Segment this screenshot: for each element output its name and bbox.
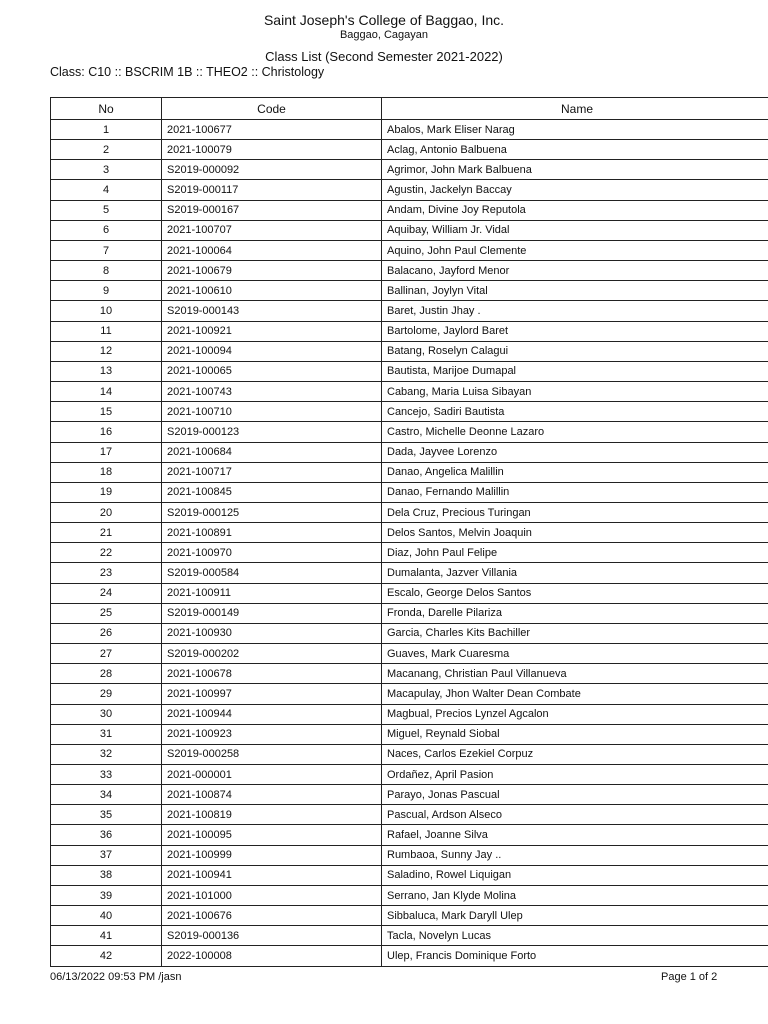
cell-no: 23 — [51, 563, 162, 583]
cell-code: S2019-000202 — [162, 644, 382, 664]
cell-code: S2019-000136 — [162, 926, 382, 946]
cell-no: 2 — [51, 140, 162, 160]
cell-code: 2021-100997 — [162, 684, 382, 704]
cell-code: 2021-100094 — [162, 341, 382, 361]
table-row — [51, 744, 768, 764]
cell-name: Bartolome, Jaylord Baret — [382, 321, 768, 341]
cell-name: Rumbaoa, Sunny Jay .. — [382, 845, 768, 865]
cell-code: 2021-100095 — [162, 825, 382, 845]
cell-no: 36 — [51, 825, 162, 845]
table-row — [51, 120, 768, 140]
table-row — [51, 402, 768, 422]
cell-no: 24 — [51, 583, 162, 603]
cell-code: S2019-000117 — [162, 180, 382, 200]
column-header-name: Name — [382, 98, 768, 120]
school-location: Baggao, Cagayan — [339, 29, 429, 41]
table-row — [51, 865, 768, 885]
table-row — [51, 321, 768, 341]
cell-name: Bautista, Marijoe Dumapal — [382, 361, 768, 381]
cell-code: S2019-000092 — [162, 160, 382, 180]
class-list-table — [50, 97, 768, 967]
table-row — [51, 845, 768, 865]
column-header-no: No — [51, 98, 162, 120]
cell-no: 33 — [51, 765, 162, 785]
cell-code: 2021-100610 — [162, 281, 382, 301]
cell-code: 2021-100064 — [162, 240, 382, 260]
cell-name: Cancejo, Sadiri Bautista — [382, 402, 768, 422]
table-row — [51, 361, 768, 381]
cell-name: Aquino, John Paul Clemente — [382, 240, 768, 260]
cell-code: 2021-100930 — [162, 623, 382, 643]
cell-name: Diaz, John Paul Felipe — [382, 543, 768, 563]
table-row — [51, 281, 768, 301]
table-row — [51, 583, 768, 603]
cell-no: 28 — [51, 664, 162, 684]
cell-code: 2021-100970 — [162, 543, 382, 563]
cell-code: 2021-100845 — [162, 482, 382, 502]
cell-name: Saladino, Rowel Liquigan — [382, 865, 768, 885]
table-row — [51, 301, 768, 321]
cell-code: S2019-000258 — [162, 744, 382, 764]
cell-code: 2021-100065 — [162, 361, 382, 381]
cell-name: Andam, Divine Joy Reputola — [382, 200, 768, 220]
table-row — [51, 664, 768, 684]
cell-code: 2021-100941 — [162, 865, 382, 885]
cell-no: 42 — [51, 946, 162, 966]
cell-code: S2019-000584 — [162, 563, 382, 583]
cell-no: 21 — [51, 523, 162, 543]
cell-name: Dumalanta, Jazver Villania — [382, 563, 768, 583]
cell-no: 38 — [51, 865, 162, 885]
cell-code: 2021-000001 — [162, 765, 382, 785]
cell-code: 2021-100944 — [162, 704, 382, 724]
cell-name: Macapulay, Jhon Walter Dean Combate — [382, 684, 768, 704]
page-indicator: Page 1 of 2 — [661, 971, 718, 983]
table-row — [51, 805, 768, 825]
column-header-code: Code — [162, 98, 382, 120]
cell-no: 17 — [51, 442, 162, 462]
cell-no: 6 — [51, 220, 162, 240]
table-row — [51, 765, 768, 785]
cell-name: Sibbaluca, Mark Daryll Ulep — [382, 906, 768, 926]
cell-name: Macanang, Christian Paul Villanueva — [382, 664, 768, 684]
cell-no: 11 — [51, 321, 162, 341]
table-row — [51, 382, 768, 402]
table-row — [51, 825, 768, 845]
cell-code: S2019-000149 — [162, 603, 382, 623]
cell-no: 29 — [51, 684, 162, 704]
cell-no: 8 — [51, 261, 162, 281]
cell-no: 1 — [51, 120, 162, 140]
cell-code: 2021-100923 — [162, 724, 382, 744]
table-row — [51, 926, 768, 946]
cell-no: 18 — [51, 462, 162, 482]
table-row — [51, 885, 768, 905]
table-row — [51, 644, 768, 664]
table-row — [51, 220, 768, 240]
cell-name: Cabang, Maria Luisa Sibayan — [382, 382, 768, 402]
cell-no: 15 — [51, 402, 162, 422]
cell-code: 2021-100710 — [162, 402, 382, 422]
cell-code: 2021-100707 — [162, 220, 382, 240]
cell-name: Aquibay, William Jr. Vidal — [382, 220, 768, 240]
cell-code: 2021-100676 — [162, 906, 382, 926]
cell-no: 31 — [51, 724, 162, 744]
cell-no: 34 — [51, 785, 162, 805]
table-row — [51, 906, 768, 926]
cell-name: Ballinan, Joylyn Vital — [382, 281, 768, 301]
cell-code: 2021-100911 — [162, 583, 382, 603]
cell-code: S2019-000125 — [162, 502, 382, 522]
cell-no: 7 — [51, 240, 162, 260]
cell-no: 3 — [51, 160, 162, 180]
table-row — [51, 684, 768, 704]
cell-no: 4 — [51, 180, 162, 200]
cell-no: 12 — [51, 341, 162, 361]
cell-no: 9 — [51, 281, 162, 301]
cell-name: Guaves, Mark Cuaresma — [382, 644, 768, 664]
cell-name: Ordañez, April Pasion — [382, 765, 768, 785]
table-row — [51, 704, 768, 724]
cell-no: 19 — [51, 482, 162, 502]
cell-name: Danao, Angelica Malillin — [382, 462, 768, 482]
cell-name: Serrano, Jan Klyde Molina — [382, 885, 768, 905]
cell-name: Tacla, Novelyn Lucas — [382, 926, 768, 946]
cell-no: 27 — [51, 644, 162, 664]
cell-name: Magbual, Precios Lynzel Agcalon — [382, 704, 768, 724]
cell-name: Abalos, Mark Eliser Narag — [382, 120, 768, 140]
table-row — [51, 724, 768, 744]
cell-name: Fronda, Darelle Pilariza — [382, 603, 768, 623]
cell-name: Garcia, Charles Kits Bachiller — [382, 623, 768, 643]
table-row — [51, 442, 768, 462]
cell-code: 2021-100677 — [162, 120, 382, 140]
cell-no: 39 — [51, 885, 162, 905]
cell-code: 2021-100874 — [162, 785, 382, 805]
cell-code: 2021-100999 — [162, 845, 382, 865]
cell-name: Aclag, Antonio Balbuena — [382, 140, 768, 160]
table-row — [51, 502, 768, 522]
cell-no: 40 — [51, 906, 162, 926]
cell-code: S2019-000123 — [162, 422, 382, 442]
table-header — [51, 98, 768, 120]
cell-no: 10 — [51, 301, 162, 321]
cell-code: 2022-100008 — [162, 946, 382, 966]
table-row — [51, 180, 768, 200]
cell-name: Batang, Roselyn Calagui — [382, 341, 768, 361]
table-row — [51, 341, 768, 361]
cell-name: Naces, Carlos Ezekiel Corpuz — [382, 744, 768, 764]
cell-code: 2021-101000 — [162, 885, 382, 905]
cell-code: S2019-000167 — [162, 200, 382, 220]
cell-name: Delos Santos, Melvin Joaquin — [382, 523, 768, 543]
cell-name: Miguel, Reynald Siobal — [382, 724, 768, 744]
cell-name: Rafael, Joanne Silva — [382, 825, 768, 845]
class-info: Class: C10 :: BSCRIM 1B :: THEO2 :: Christology — [50, 65, 325, 79]
cell-no: 25 — [51, 603, 162, 623]
cell-name: Escalo, George Delos Santos — [382, 583, 768, 603]
cell-code: 2021-100743 — [162, 382, 382, 402]
cell-no: 14 — [51, 382, 162, 402]
table-row — [51, 785, 768, 805]
cell-no: 30 — [51, 704, 162, 724]
cell-code: S2019-000143 — [162, 301, 382, 321]
table-row — [51, 140, 768, 160]
table-row — [51, 240, 768, 260]
table-row — [51, 603, 768, 623]
table-row — [51, 946, 768, 966]
cell-name: Agustin, Jackelyn Baccay — [382, 180, 768, 200]
school-name: Saint Joseph's College of Baggao, Inc. — [263, 12, 505, 28]
table-row — [51, 160, 768, 180]
header-row — [51, 98, 768, 120]
table-body — [51, 120, 768, 967]
table-row — [51, 200, 768, 220]
table-row — [51, 482, 768, 502]
cell-no: 5 — [51, 200, 162, 220]
cell-code: 2021-100921 — [162, 321, 382, 341]
class-list-title: Class List (Second Semester 2021-2022) — [265, 49, 503, 64]
table-row — [51, 543, 768, 563]
cell-code: 2021-100819 — [162, 805, 382, 825]
cell-code: 2021-100679 — [162, 261, 382, 281]
cell-name: Dada, Jayvee Lorenzo — [382, 442, 768, 462]
cell-name: Dela Cruz, Precious Turingan — [382, 502, 768, 522]
table-row — [51, 623, 768, 643]
cell-name: Pascual, Ardson Alseco — [382, 805, 768, 825]
cell-no: 16 — [51, 422, 162, 442]
table-row — [51, 261, 768, 281]
cell-name: Balacano, Jayford Menor — [382, 261, 768, 281]
table-row — [51, 523, 768, 543]
cell-name: Ulep, Francis Dominique Forto — [382, 946, 768, 966]
cell-no: 13 — [51, 361, 162, 381]
cell-name: Danao, Fernando Malillin — [382, 482, 768, 502]
cell-code: 2021-100079 — [162, 140, 382, 160]
table-row — [51, 422, 768, 442]
cell-name: Agrimor, John Mark Balbuena — [382, 160, 768, 180]
cell-no: 37 — [51, 845, 162, 865]
cell-code: 2021-100684 — [162, 442, 382, 462]
print-timestamp: 06/13/2022 09:53 PM /jasn — [50, 971, 182, 983]
cell-no: 20 — [51, 502, 162, 522]
cell-name: Parayo, Jonas Pascual — [382, 785, 768, 805]
cell-name: Castro, Michelle Deonne Lazaro — [382, 422, 768, 442]
cell-no: 22 — [51, 543, 162, 563]
cell-no: 41 — [51, 926, 162, 946]
table-row — [51, 563, 768, 583]
cell-code: 2021-100678 — [162, 664, 382, 684]
cell-code: 2021-100717 — [162, 462, 382, 482]
table-row — [51, 462, 768, 482]
cell-no: 32 — [51, 744, 162, 764]
cell-code: 2021-100891 — [162, 523, 382, 543]
cell-no: 26 — [51, 623, 162, 643]
cell-no: 35 — [51, 805, 162, 825]
cell-name: Baret, Justin Jhay . — [382, 301, 768, 321]
